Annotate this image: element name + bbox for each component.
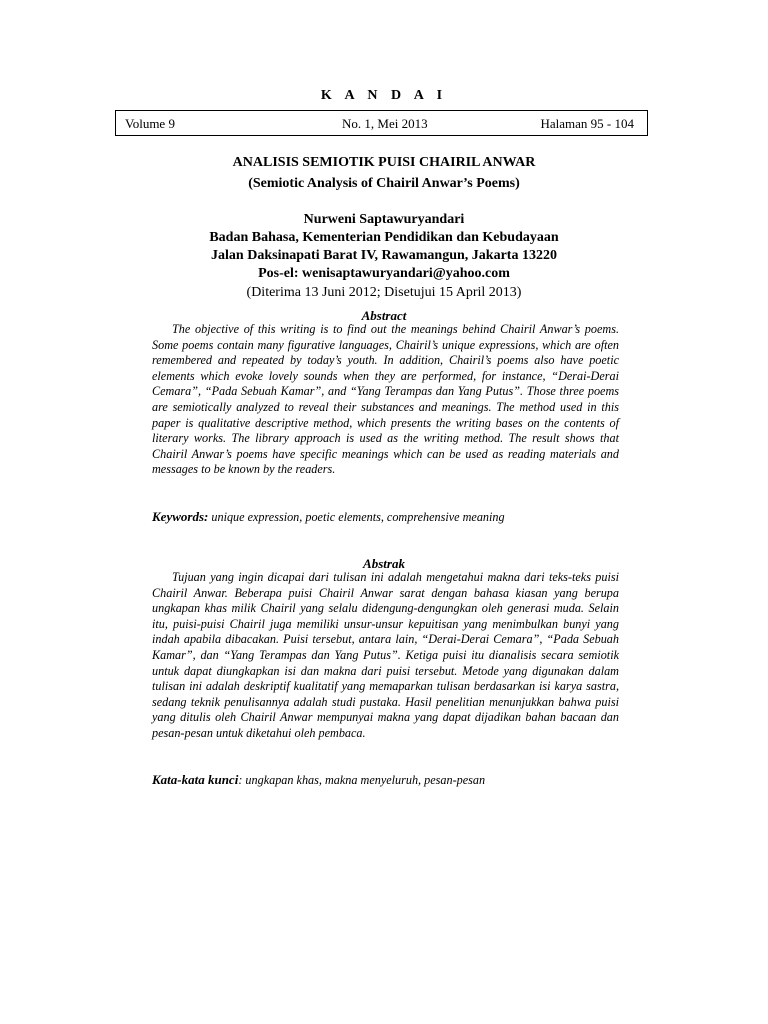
journal-info-box (115, 110, 648, 136)
keywords-line (152, 509, 619, 525)
author-email: Pos-el: wenisaptawuryandari@yahoo.com (258, 266, 510, 281)
keywords-label: Keywords: (152, 509, 209, 524)
author-affiliation-institution: Badan Bahasa, Kementerian Pendidikan dan Kebudayaan (209, 230, 559, 245)
abstrak-heading: Abstrak (363, 556, 405, 571)
article-subtitle: (Semiotic Analysis of Chairil Anwar’s Poems) (248, 176, 520, 191)
keywords-text: unique expression, poetic elements, comprehensive meaning (208, 510, 505, 524)
submission-dates: (Diterima 13 Juni 2012; Disetujui 15 April 2013) (246, 285, 522, 300)
author-affiliation-address: Jalan Daksinapati Barat IV, Rawamangun, Jakarta 13220 (211, 248, 557, 263)
abstract-text: The objective of this writing is to find out the meanings behind Chairil Anwar’s poems. Some poems contain many figurative languages, Chairil’s unique expressions, which are often remembered and repeated by today’s youth. In addition, Chairil’s poems also have poetic elements which evoke lovely sounds when they are performed, for instance, “Derai-Derai Cemara”, “Pada Sebuah Kamar”, and “Yang Terampas dan Yang Putus”. Those three poems are semiotically analyzed to reveal their substances and meanings. The method used in this paper is qualitative descriptive method, which presents the writing bases on the contents of literary works. The library approach is used as the writing method. The result shows that Chairil Anwar’s poems have specific meanings which can be used as reading materials and messages to be known by the readers. (152, 322, 619, 477)
kata-kunci-line (152, 772, 619, 788)
abstrak-text: Tujuan yang ingin dicapai dari tulisan ini adalah mengetahui makna dari teks-teks puisi Chairil Anwar. Beberapa puisi Chairil Anwar sarat dengan bahasa kiasan yang berupa ungkapan khas milik Chairil yang selalu didengung-dengungkan oleh generasi muda. Selain itu, puisi-puisi Chairil juga memiliki unsur-unsur kepuitisan yang menimbulkan bunyi yang indah apabila dibacakan. Puisi tersebut, antara lain, “Derai-Derai Cemara”, “Pada Sebuah Kamar”, dan “Yang Terampas dan Yang Putus”. Ketiga puisi itu dianalisis secara semiotik untuk dapat diungkapkan isi dan makna dari puisi tersebut. Metode yang digunakan dalam tulisan ini adalah deskriptif kualitatif yang memaparkan tulisan berdasarkan isi karya sastra, sedang teknik penulisannya adalah studi pustaka. Hasil penelitian menunjukkan bahwa puisi yang ditulis oleh Chairil Anwar mempunyai makna yang dapat dijadikan bahan bacaan dan pesan-pesan untuk diketahui oleh pembaca. (152, 570, 619, 740)
kata-kunci-label: Kata-kata kunci (152, 772, 239, 787)
journal-name: K A N D A I (320, 88, 448, 103)
abstract-heading: Abstract (361, 308, 407, 323)
kata-kunci-text: : ungkapan khas, makna menyeluruh, pesan-pesan (238, 773, 486, 787)
journal-issue: No. 1, Mei 2013 (342, 116, 428, 131)
journal-pages: Halaman 95 - 104 (540, 116, 634, 131)
author-name: Nurweni Saptawuryandari (303, 212, 465, 227)
article-title: ANALISIS SEMIOTIK PUISI CHAIRIL ANWAR (232, 155, 536, 170)
journal-volume: Volume 9 (125, 116, 175, 131)
